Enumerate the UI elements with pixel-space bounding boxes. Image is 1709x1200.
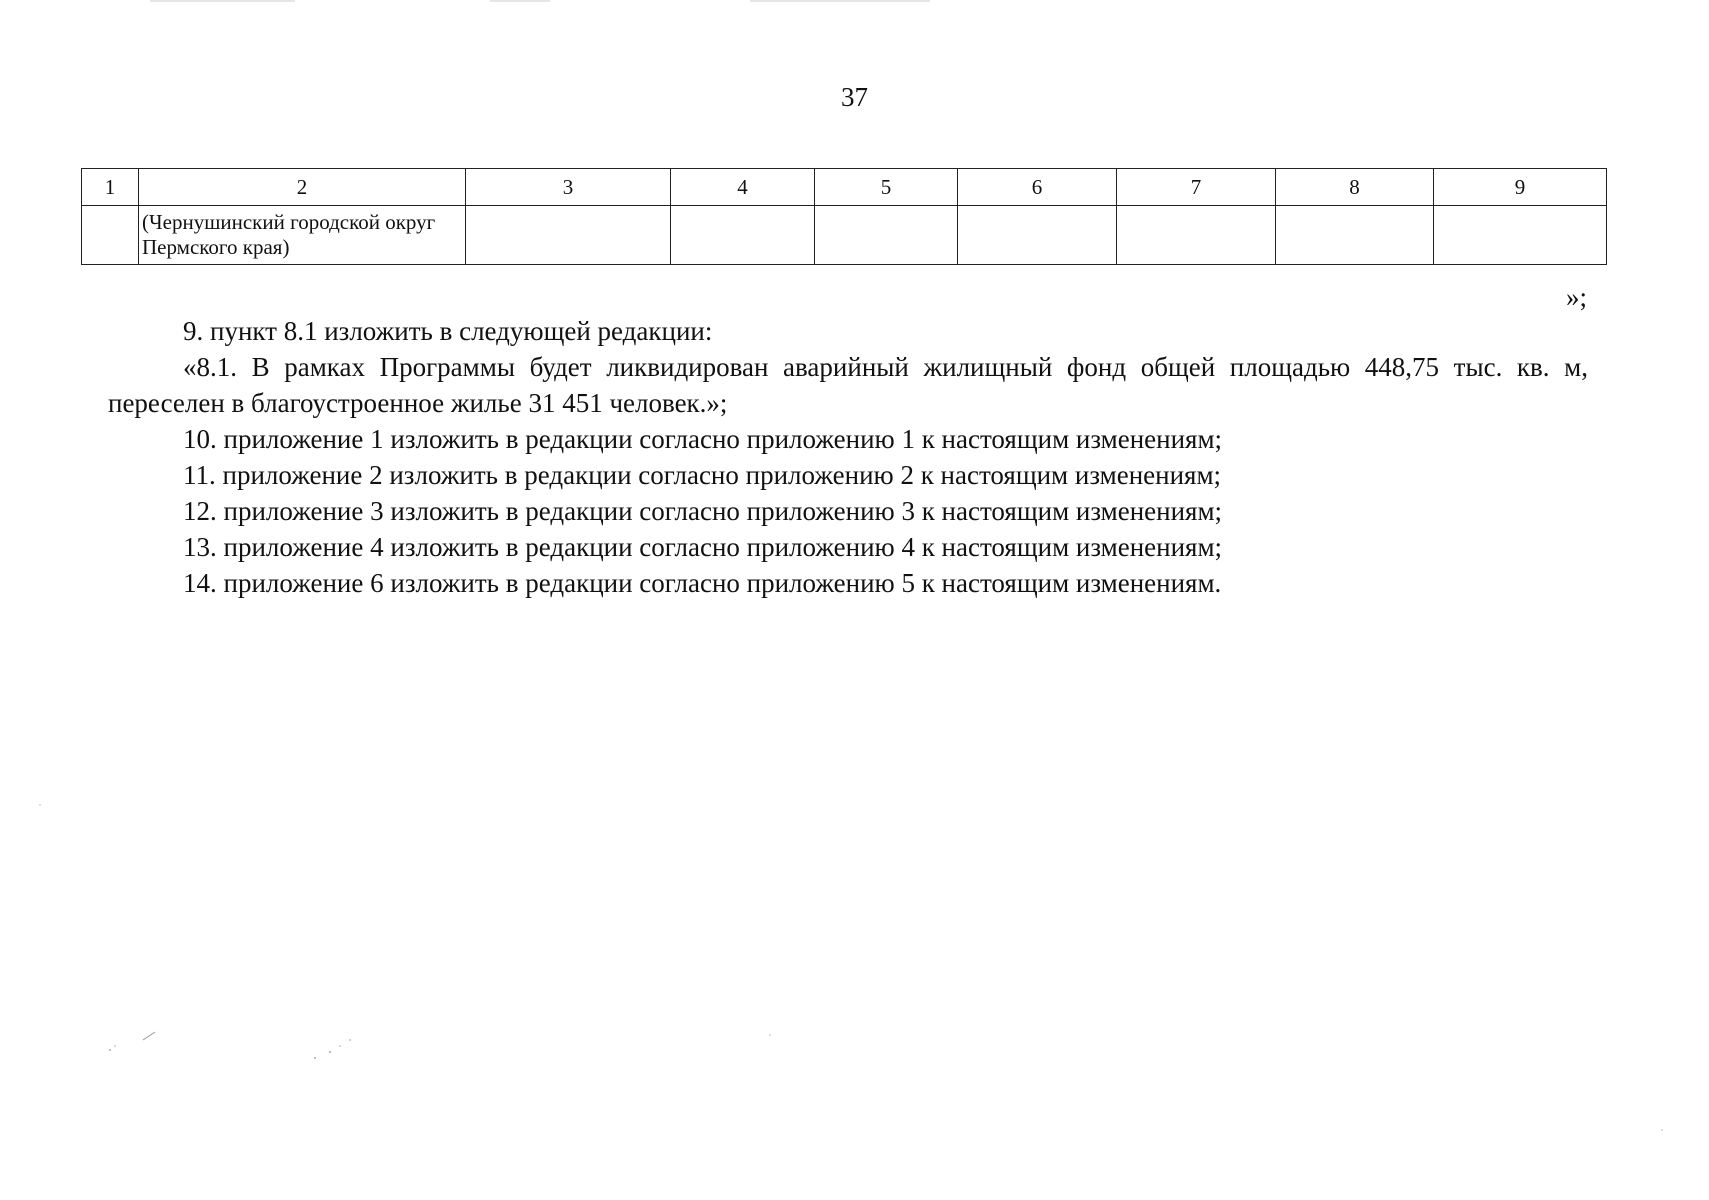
table-cell (1434, 206, 1607, 265)
paragraph-13: 13. приложение 4 изложить в редакции согласно приложению 4 к настоящим изменениям; (183, 532, 1223, 562)
column-number-cell: 3 (466, 169, 671, 206)
continuation-table (81, 168, 1607, 265)
table-cell (1117, 206, 1276, 265)
municipality-name-cell: (Чернушинский городской округ Пермского края) (139, 206, 466, 265)
table-cell (815, 206, 958, 265)
paragraph-10: 10. приложение 1 изложить в редакции согласно приложению 1 к настоящим изменениям; (183, 424, 1223, 454)
paragraph-8-1-quote: «8.1. В рамках Программы будет ликвидирован аварийный жилищный фонд общей площадью 448,75 тыс. кв. м, переселен в благоустроенное жилье 31 451 человек.»; (108, 352, 1588, 418)
amendments-text (108, 313, 1588, 601)
table-cell (958, 206, 1117, 265)
closing-quote: »; (1565, 282, 1587, 312)
column-number-cell: 9 (1434, 169, 1607, 206)
paragraph-12: 12. приложение 3 изложить в редакции согласно приложению 3 к настоящим изменениям; (183, 496, 1223, 526)
table-row (82, 206, 1607, 265)
column-number-cell: 5 (815, 169, 958, 206)
table-header-row (82, 169, 1607, 206)
table-cell (1276, 206, 1434, 265)
paragraph-14: 14. приложение 6 изложить в редакции согласно приложению 5 к настоящим изменениям. (183, 568, 1222, 598)
table-cell (466, 206, 671, 265)
paragraph-9: 9. пункт 8.1 изложить в следующей редакции: (183, 316, 713, 346)
column-number-cell: 1 (82, 169, 139, 206)
column-number-cell: 8 (1276, 169, 1434, 206)
column-number-cell: 2 (139, 169, 466, 206)
table-cell (671, 206, 815, 265)
column-number-cell: 4 (671, 169, 815, 206)
column-number-cell: 7 (1117, 169, 1276, 206)
column-number-cell: 6 (958, 169, 1117, 206)
table-cell (82, 206, 139, 265)
page-number: 37 (841, 82, 868, 112)
paragraph-11: 11. приложение 2 изложить в редакции согласно приложению 2 к настоящим изменениям; (183, 460, 1222, 490)
